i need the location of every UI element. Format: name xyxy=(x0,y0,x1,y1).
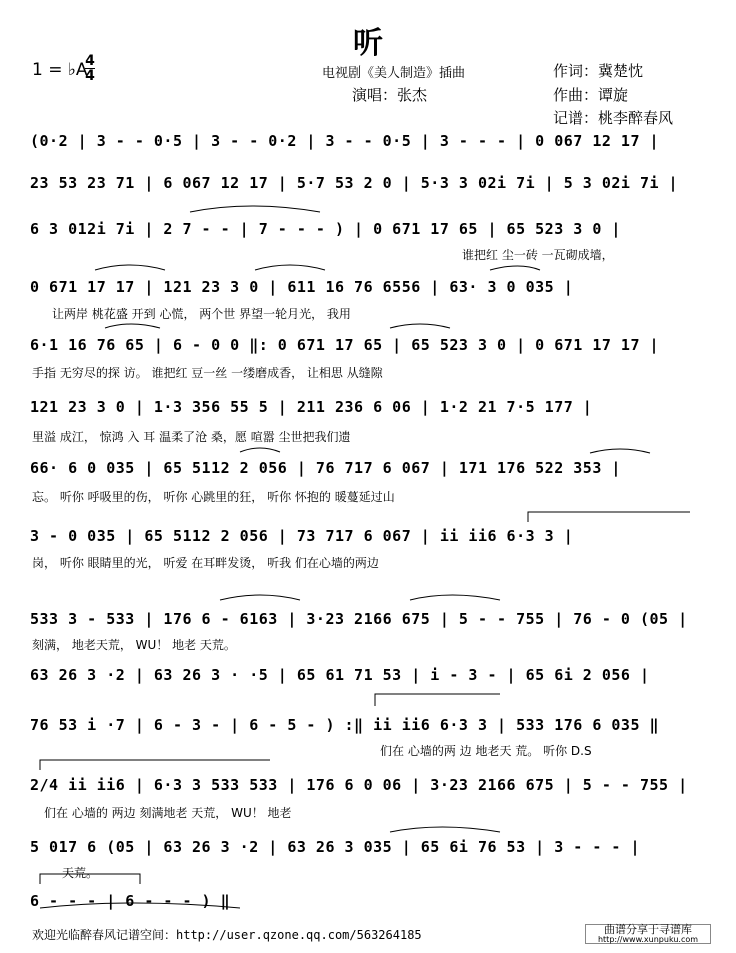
lyric-row-3: 谁把红 尘一砖 一瓦砌成墙， xyxy=(462,248,614,262)
score-row-10: 63 26 3 ·2 | 63 26 3 · ·5 | 65 61 71 53 | i - 3 - | 65 6i 2 056 | xyxy=(30,666,650,684)
score-row-9: 533 3 - 533 | 176 6 - 6163 | 3·23 2166 675 | 5 - - 755 | 76 - 0 (05 | xyxy=(30,610,688,628)
time-sig-denominator: 4 xyxy=(85,68,95,84)
lyric-row-5: 手指 无穷尽的探 访。 谁把红 豆一丝 一缕磨成香， 让相思 从缝隙 xyxy=(32,366,383,380)
lyric-row-7: 忘。 听你 呼吸里的伤， 听你 心跳里的狂， 听你 怀抱的 暖蔓延过山 xyxy=(32,490,395,504)
score-row-3: 6 3 012i 7i | 2 7 - - | 7 - - - ) | 0 671 17 65 | 65 523 3 0 | xyxy=(30,220,621,238)
composer: 作曲：谭旋 xyxy=(553,86,629,104)
lyric-row-13: 天荒。 xyxy=(62,866,99,880)
score-row-7: 66· 6 0 035 | 65 5112 2 056 | 76 717 6 067 | 171 176 522 353 | xyxy=(30,459,621,477)
lyric-row-9: 刻满， 地老天荒， WU！ 地老 天荒。 xyxy=(32,638,236,652)
score-row-12: 2/4 ii ii6 | 6·3 3 533 533 | 176 6 0 06 | 3·23 2166 675 | 5 - - 755 | xyxy=(30,776,688,794)
watermark-title: 曲谱分享于寻谱库 xyxy=(604,923,692,936)
lyric-row-12: 们在 心墙的 两边 刻满地老 天荒， WU！ 地老 xyxy=(44,806,292,820)
watermark-url: http://www.xunpuku.com xyxy=(597,935,699,944)
score-row-5: 6·1 16 76 65 | 6 - 0 0 ‖: 0 671 17 65 | 65 523 3 0 | 0 671 17 17 | xyxy=(30,336,660,354)
subtitle: 电视剧《美人制造》插曲 xyxy=(322,66,466,81)
score-row-14: 6 - - - | 6 - - - ) ‖ xyxy=(30,892,231,910)
lyric-row-4: 让两岸 桃花盛 开到 心慌， 两个世 界望一轮月光， 我用 xyxy=(52,307,351,321)
lyric-row-6: 里溢 成江， 惊鸿 入 耳 温柔了沧 桑，愿 喧嚣 尘世把我们遗 xyxy=(32,430,351,444)
score-row-11: 76 53 i ·7 | 6 - 3 - | 6 - 5 - ) :‖ ii ii6 6·3 3 | 533 176 6 035 ‖ xyxy=(30,716,660,734)
site-watermark xyxy=(585,924,711,944)
score-row-8: 3 - 0 035 | 65 5112 2 056 | 73 717 6 067 | ii ii6 6·3 3 | xyxy=(30,527,574,545)
lyricist: 作词：冀楚忱 xyxy=(553,62,644,80)
score-row-13: 5 017 6 (05 | 63 26 3 ·2 | 63 26 3 035 | 65 6i 76 53 | 3 - - - | xyxy=(30,838,640,856)
time-sig-numerator: 4 xyxy=(85,53,95,69)
lyric-row-11: 们在 心墙的两 边 地老天 荒。 听你 D.S xyxy=(380,744,592,758)
singer: 演唱：张杰 xyxy=(352,86,428,104)
lyric-row-8: 岗， 听你 眼睛里的光， 听爱 在耳畔发烫， 听我 们在心墙的两边 xyxy=(32,556,379,570)
transcriber: 记谱：桃李醉春风 xyxy=(553,109,674,127)
key-signature: 1 = ♭A xyxy=(32,60,88,80)
song-title: 听 xyxy=(353,26,383,61)
footer-credit: 欢迎光临醉春风记谱空间：http://user.qzone.qq.com/563264185 xyxy=(32,928,422,942)
score-row-1: (0·2 | 3 - - 0·5 | 3 - - 0·2 | 3 - - 0·5 | 3 - - - | 0 067 12 17 | xyxy=(30,132,660,150)
score-row-2: 23 53 23 71 | 6 067 12 17 | 5·7 53 2 0 | 5·3 3 02i 7i | 5 3 02i 7i | xyxy=(30,174,679,192)
score-row-6: 121 23 3 0 | 1·3 356 55 5 | 211 236 6 06 | 1·2 21 7·5 177 | xyxy=(30,398,593,416)
score-row-4: 0 671 17 17 | 121 23 3 0 | 611 16 76 6556 | 63· 3 0 035 | xyxy=(30,278,574,296)
